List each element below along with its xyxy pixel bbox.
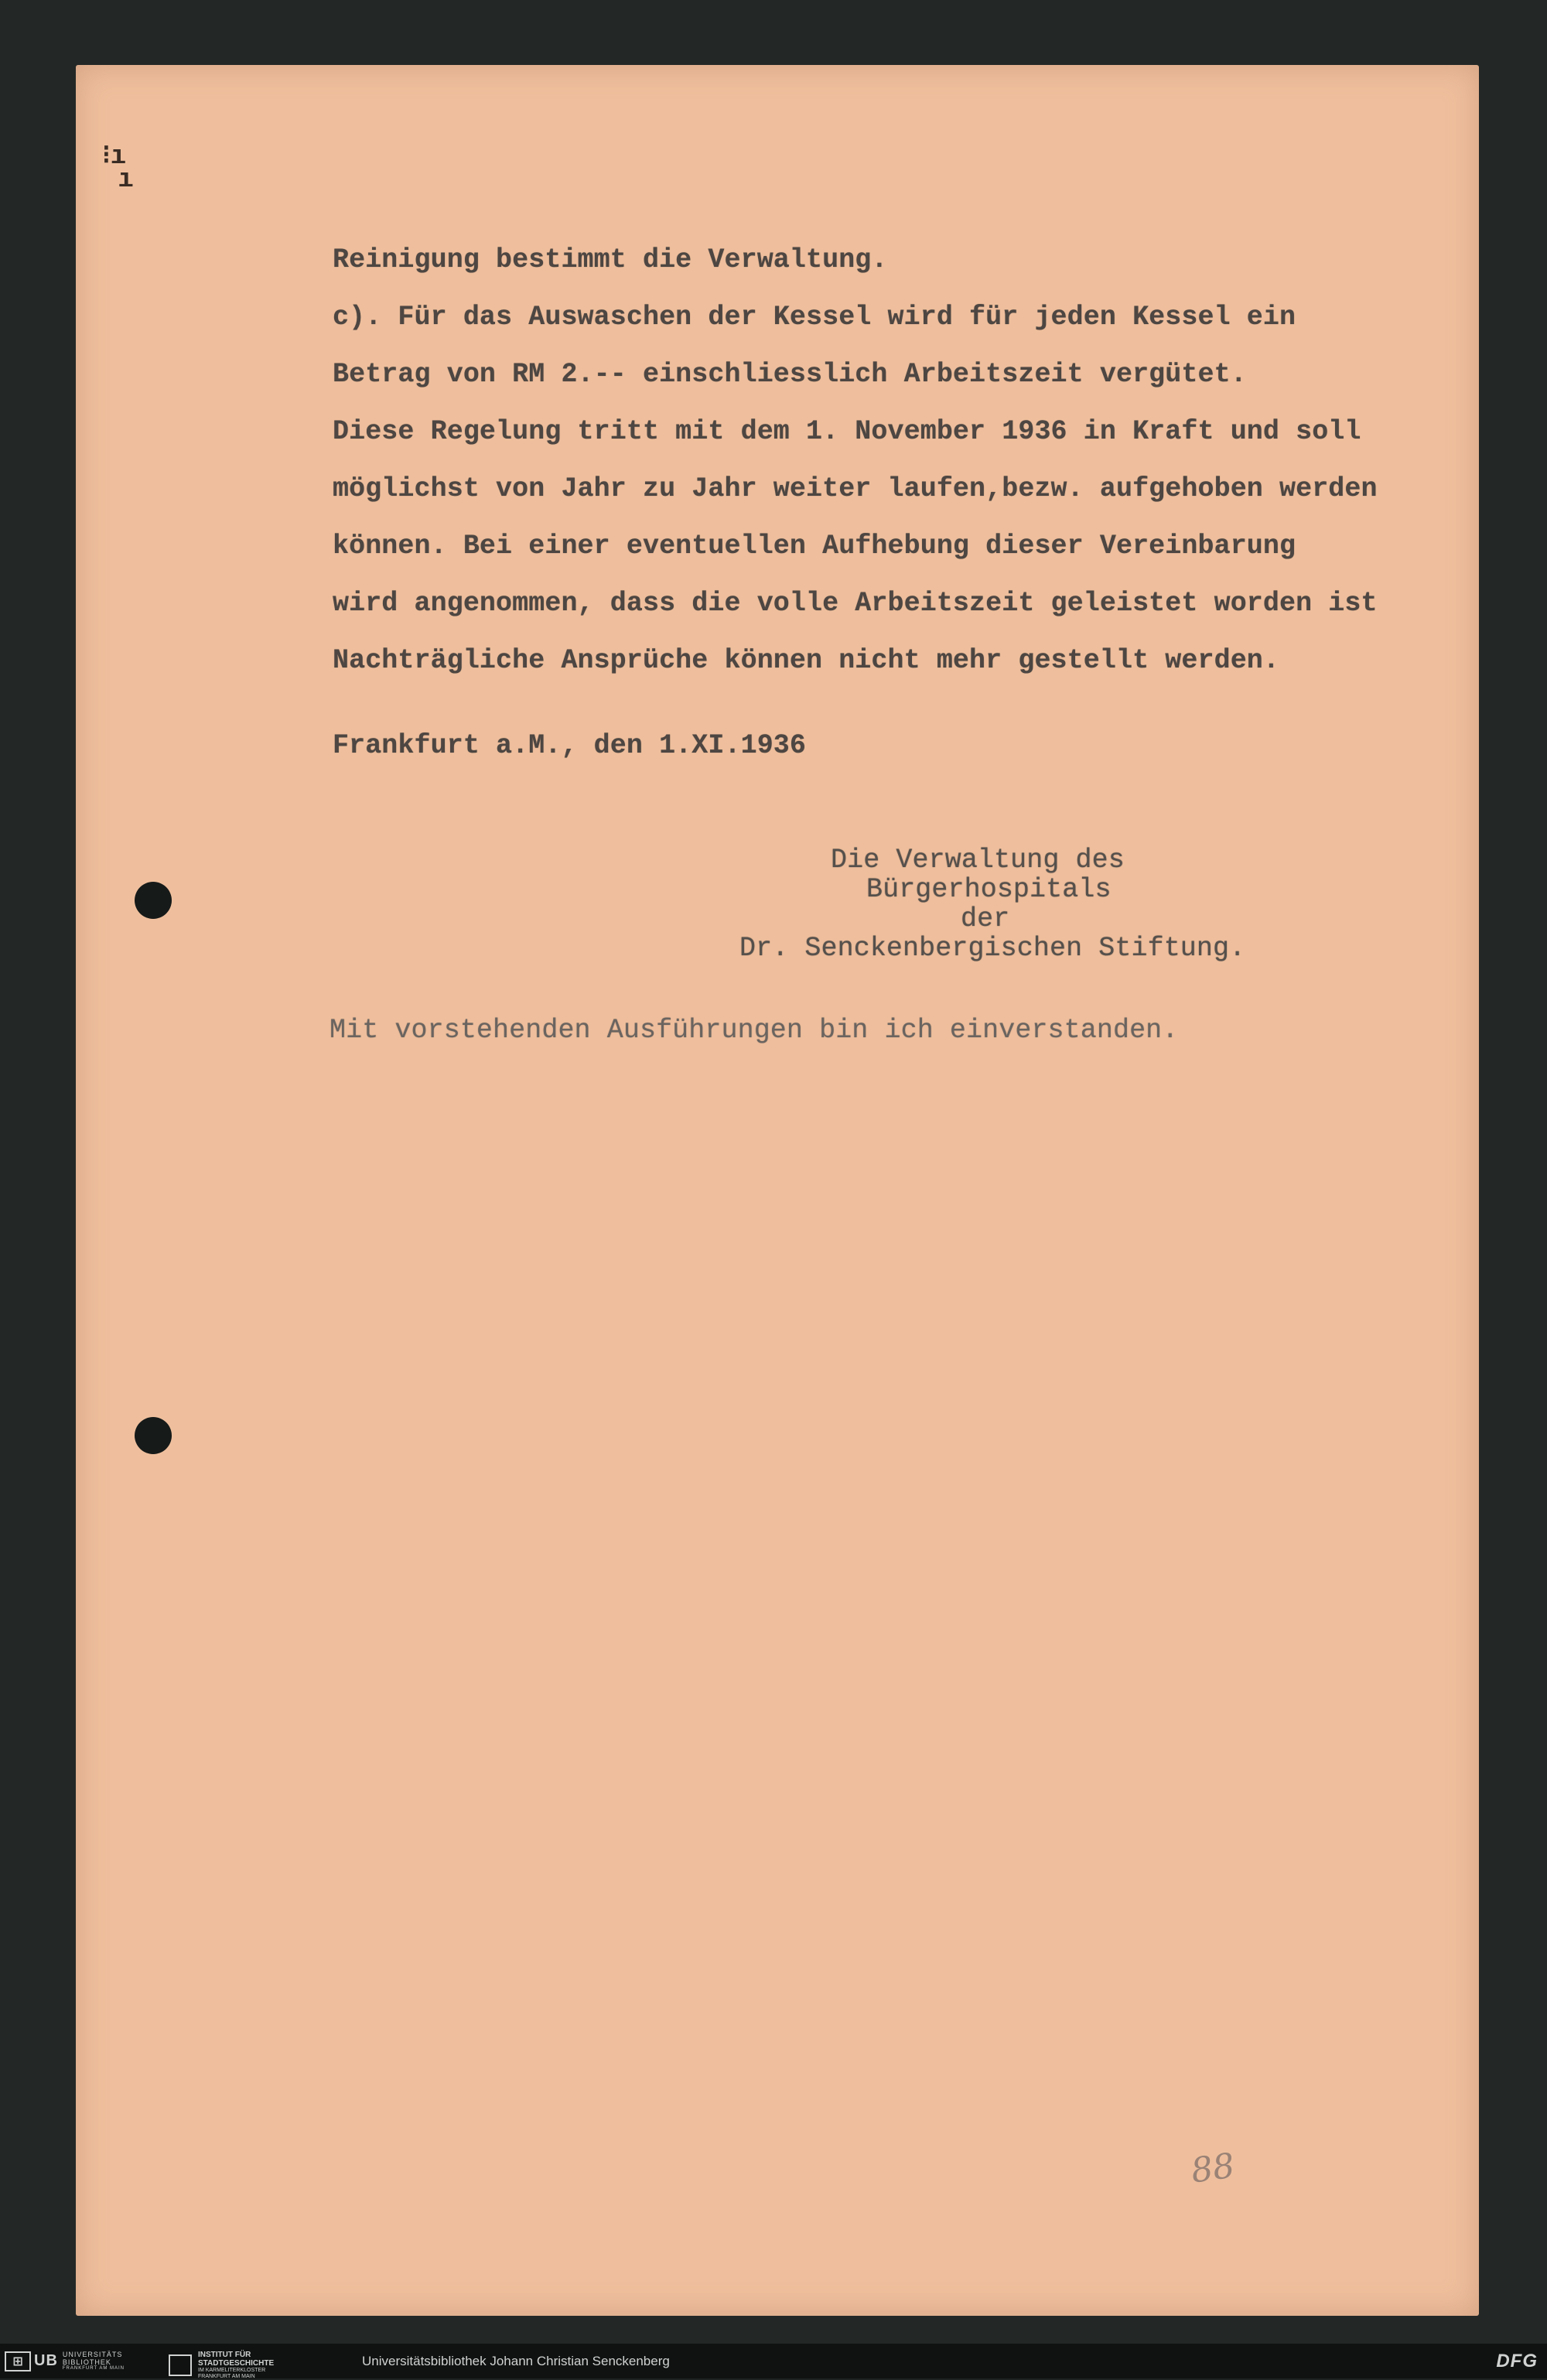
body-line-1: Reinigung bestimmt die Verwaltung. xyxy=(333,244,888,275)
consent-line: Mit vorstehenden Ausführungen bin ich einverstanden. xyxy=(330,1015,1179,1046)
signature-line-1: Die Verwaltung des xyxy=(831,845,1125,876)
punch-hole-bottom xyxy=(135,1417,172,1454)
body-line-7: wird angenommen, dass die volle Arbeitszeit geleistet worden ist xyxy=(333,588,1378,619)
signature-line-3: der xyxy=(961,903,1010,934)
place-date: Frankfurt a.M., den 1.XI.1936 xyxy=(333,730,806,761)
dfg-logo: DFG xyxy=(1496,2351,1538,2371)
body-line-3: Betrag von RM 2.-- einschliesslich Arbeitszeit vergütet. xyxy=(333,359,1247,390)
body-line-2: c). Für das Auswaschen der Kessel wird für jeden Kessel ein xyxy=(333,302,1296,333)
ub-logo xyxy=(5,2351,125,2371)
institute-name-line: STADTGESCHICHTE xyxy=(198,2359,275,2368)
digitization-footer xyxy=(0,2344,1547,2378)
ub-name-line: FRANKFURT AM MAIN xyxy=(62,2366,125,2371)
corner-pencil-marks: ⁝ı ı xyxy=(102,142,134,195)
document-page xyxy=(76,65,1479,2316)
institute-logo-icon xyxy=(169,2354,192,2376)
ub-name-line: UNIVERSITÄTS xyxy=(62,2351,123,2358)
body-line-8: Nachträgliche Ansprüche können nicht mehr gestellt werden. xyxy=(333,645,1279,676)
page-number: 88 xyxy=(1188,2146,1238,2191)
ub-name xyxy=(63,2351,125,2371)
footer-caption: Universitätsbibliothek Johann Christian Senckenberg xyxy=(362,2354,670,2368)
signature-line-2: Bürgerhospitals xyxy=(866,874,1112,905)
ub-logo-icon: ⊞ xyxy=(5,2351,31,2371)
institute-name-line: IM KARMELITERKLOSTER xyxy=(198,2368,266,2373)
institute-name xyxy=(198,2351,274,2380)
body-line-5: möglichst von Jahr zu Jahr weiter laufen,bezw. aufgehoben werden xyxy=(333,473,1378,504)
ub-abbr: UB xyxy=(34,2352,58,2369)
signature-line-4: Dr. Senckenbergischen Stiftung. xyxy=(739,933,1246,964)
institute-logo xyxy=(169,2351,274,2380)
ub-name-line: BIBLIOTHEK xyxy=(62,2358,111,2366)
body-line-4: Diese Regelung tritt mit dem 1. November 1936 in Kraft und soll xyxy=(333,416,1361,447)
institute-name-line: INSTITUT FÜR xyxy=(198,2351,251,2359)
body-line-6: können. Bei einer eventuellen Aufhebung dieser Vereinbarung xyxy=(333,531,1296,562)
punch-hole-top xyxy=(135,882,172,919)
institute-name-line: FRANKFURT AM MAIN xyxy=(198,2374,255,2379)
